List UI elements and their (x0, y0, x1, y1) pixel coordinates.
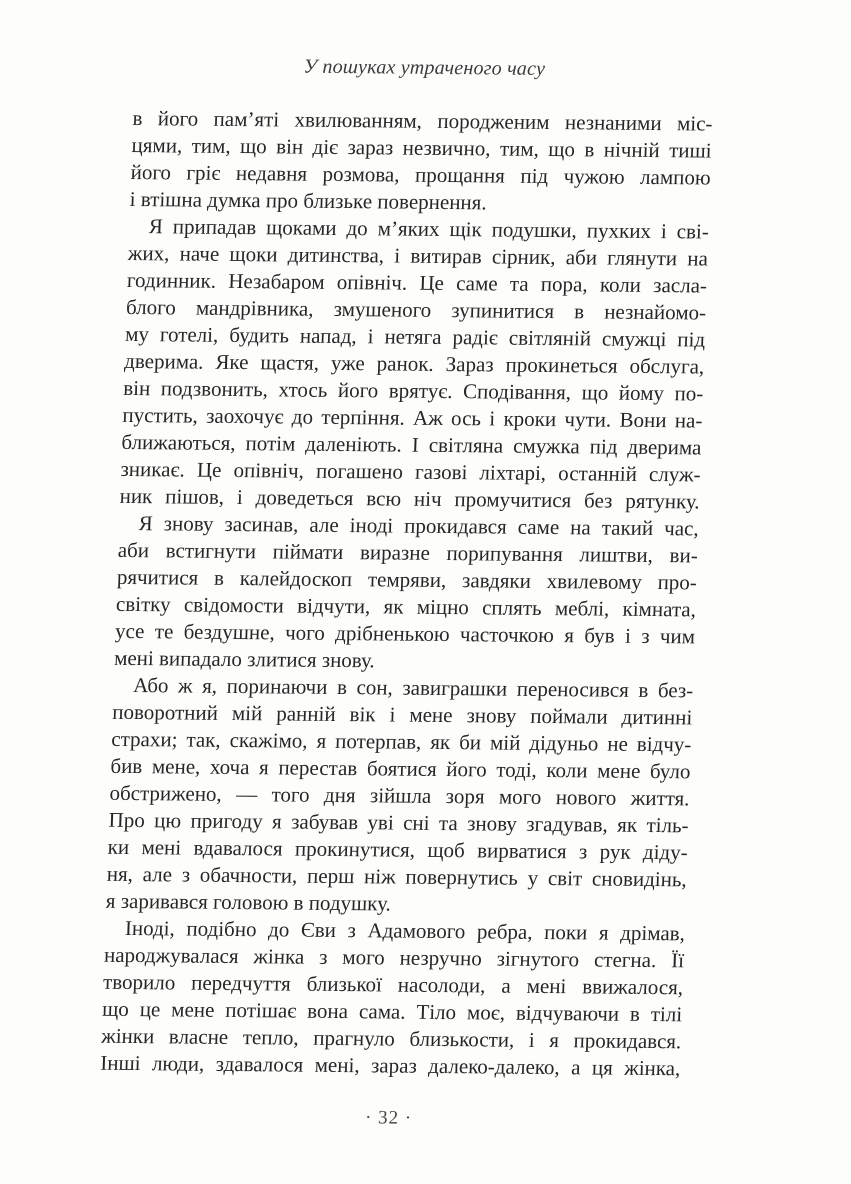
text-line: поворотний мій ранній вік і мене знову поймали дитинні (111, 699, 693, 730)
text-line: ки мені вдавалося прокинутися, щоб вирватися з рук діду- (107, 834, 689, 865)
text-line: обстрижено, — того дня зійшла зоря мого нового життя. (109, 780, 690, 811)
page-body (100, 105, 713, 1082)
text-line: і втішна думка про близьке повернення. (129, 186, 488, 215)
text-line: рячитися в калейдоскоп темряви, завдяки хвилевому про- (116, 564, 698, 595)
scanned-text-block (98, 55, 713, 1150)
running-header: У пошуках утраченого часу (303, 55, 546, 80)
text-line: жінки власне тепло, прагнуло близькости, і я прокидався. (100, 1023, 682, 1054)
text-line: ник пішов, і доведеться всю ніч промучитися без рятунку. (119, 483, 701, 514)
text-line: дверима. Яке щастя, уже ранок. Зараз прокинеться обслуга, (123, 348, 705, 379)
text-line: Іноді, подібно до Єви з Адамового ребра, поки я дрімав, (124, 915, 686, 946)
text-line: його гріє недавня розмова, прощання під чужою лампою (130, 159, 712, 190)
text-line: аби встигнути піймати виразне порипування лиштви, ви- (117, 537, 699, 568)
text-line: Інші люди, здавалося мені, зараз далеко-далеко, а ця жінка, (99, 1050, 681, 1081)
text-line: ближаються, потім даленіють. І світляна смужка під дверима (121, 429, 702, 460)
text-line: усе те бездушне, чого дрібненькою часточкою я був і з чим (114, 618, 696, 649)
text-line: цями, тим, що він діє зараз незвично, тим, що в нічній тиші (131, 132, 713, 163)
text-line: ня, але з обачности, перш ніж повернутись у світ сновидінь, (106, 861, 688, 892)
text-line: мені випадало злитися знову. (113, 645, 376, 673)
page-number: · 32 · (364, 1107, 413, 1129)
text-line: що це мене потішає вона сама. Тіло моє, відчуваючи в тілі (101, 996, 683, 1027)
text-line: годинник. Незабаром опівніч. Це саме та пора, коли засла- (126, 267, 708, 298)
text-line: Я знову засинав, але іноді прокидався саме на такий час, (138, 511, 700, 541)
text-line: пустить, заохочує до терпіння. Аж ось і кроки чути. Вони на- (122, 402, 703, 433)
text-line: Або ж я, поринаючи в сон, завиграшки переносився в без- (132, 673, 694, 703)
text-line: страхи; так, скажімо, я потерпав, як би мій дідуньо не відчу- (111, 726, 692, 757)
text-line: світку свідомости відчути, як міцно сплять меблі, кімната, (115, 591, 697, 622)
text-line: творило передчуття близької насолоди, а мені ввижалося, (102, 969, 684, 1000)
text-line: зникає. Це опівніч, погашено газові ліхтарі, останній служ- (120, 456, 701, 487)
text-line: в його пам’яті хвилюванням, породженим незнаними міс- (132, 105, 713, 136)
text-line: Про цю пригоду я забував уві сні та знову згадував, як тіль- (108, 807, 690, 838)
text-line: він подзвонить, хтось його врятує. Сподівання, що йому по- (122, 375, 704, 406)
text-line: жих, наче щоки дитинства, і витирав сірник, аби глянути на (127, 240, 709, 271)
text-line: блого мандрівника, змушеного зупинитися в незнайомо- (125, 294, 707, 325)
text-line: я заривався головою в подушку. (105, 888, 392, 916)
text-line: бив мене, хоча я перестав боятися його тоді, коли мене було (110, 753, 691, 784)
text-line: му готелі, будить напад, і нетяга радіє світляній смужці під (124, 321, 706, 352)
text-line: Я припадав щоками до м’яких щік подушки, пухких і сві- (148, 214, 710, 244)
text-line: народжувалася жінка з мого незручно зігнутого стегна. Її (103, 942, 685, 973)
page-footer (98, 1104, 679, 1134)
